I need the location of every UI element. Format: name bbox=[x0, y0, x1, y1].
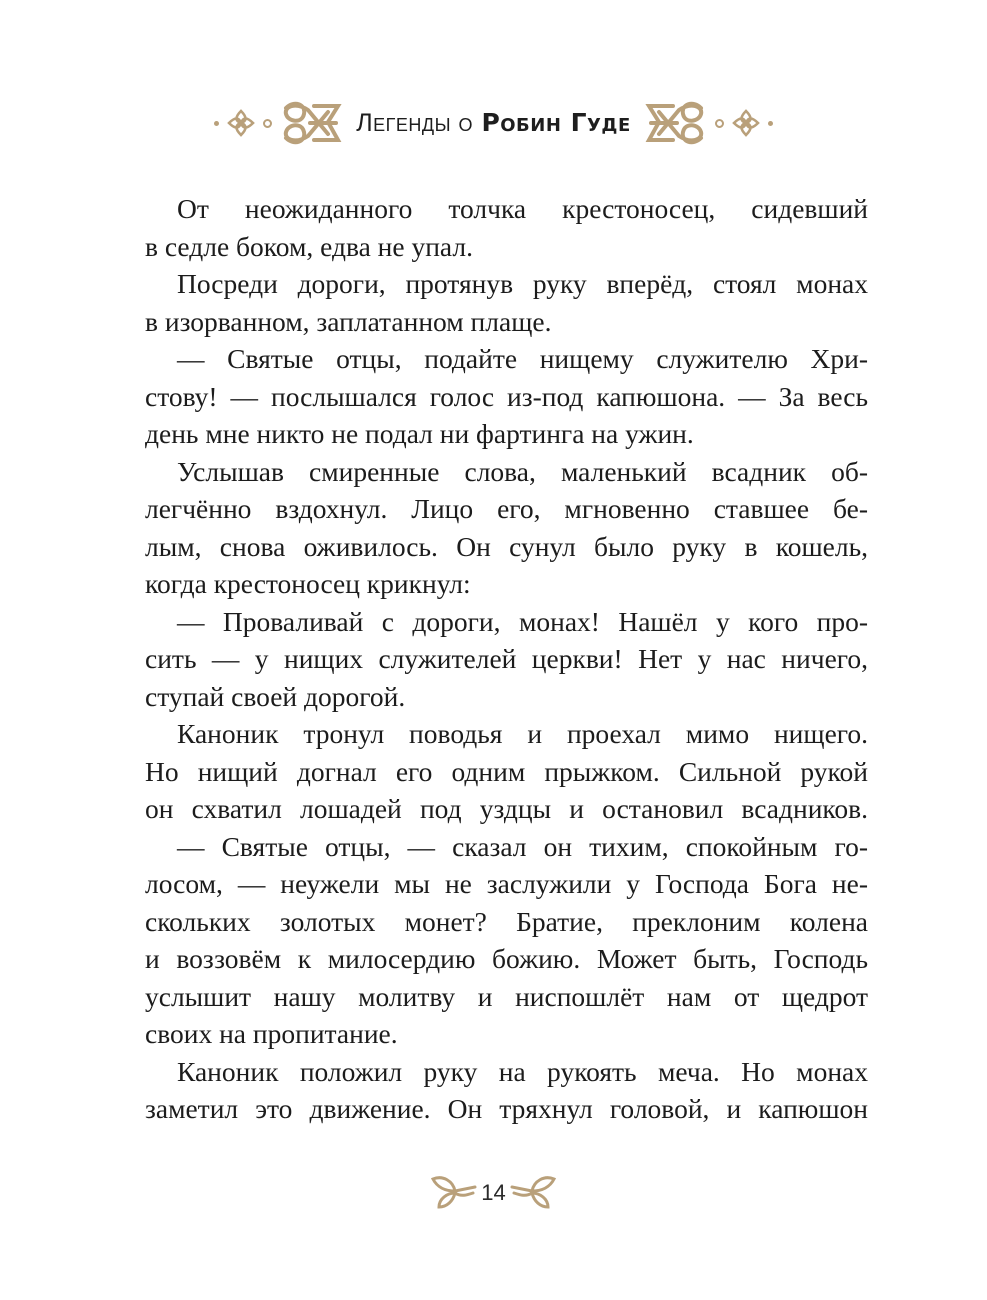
page-number: 14 bbox=[481, 1180, 506, 1205]
text-line: От неожиданного толчка крестоносец, сидевший bbox=[177, 193, 868, 224]
running-header bbox=[0, 98, 987, 148]
text-line: в изорванном, заплатанном плаще. bbox=[145, 305, 552, 337]
text-line: заметил это движение. Он тряхнул головой, и капюшон bbox=[145, 1093, 868, 1124]
paragraph bbox=[145, 190, 868, 265]
text-line: — Проваливай с дороги, монах! Нашёл у кого про- bbox=[177, 605, 868, 637]
paragraph bbox=[145, 453, 868, 603]
text-line: услышит нашу молитву и ниспошлёт нам от щедрот bbox=[145, 980, 868, 1012]
text-line: Услышав смиренные слова, маленький всадник об- bbox=[177, 455, 868, 487]
paragraph bbox=[145, 1053, 868, 1128]
book-title bbox=[356, 108, 631, 138]
book-title-name: Робин Гуде bbox=[481, 108, 631, 137]
paragraph bbox=[145, 265, 868, 340]
paragraph bbox=[145, 828, 868, 1053]
text-line: ступай своей дорогой. bbox=[145, 680, 406, 712]
text-line: в седле боком, едва не упал. bbox=[145, 230, 473, 262]
text-line: лым, снова оживилось. Он сунул было руку в кошель, bbox=[145, 530, 868, 562]
text-line: день мне никто не подал ни фартинга на ужин. bbox=[145, 418, 694, 449]
celtic-knot-left-icon bbox=[280, 100, 342, 146]
text-line: Посреди дороги, протянув руку вперёд, стоял монах bbox=[177, 268, 868, 299]
celtic-knot-right-icon bbox=[645, 100, 707, 146]
text-line: — Святые отцы, подайте нищему служителю Хри- bbox=[177, 343, 868, 374]
text-line: скольких золотых монет? Братие, преклоним колена bbox=[145, 905, 868, 937]
ring-ornament-icon bbox=[715, 119, 724, 128]
text-line: своих на пропитание. bbox=[145, 1018, 398, 1049]
text-line: — Святые отцы, — сказал он тихим, спокойным го- bbox=[177, 830, 868, 862]
text-line: легчённо вздохнул. Лицо его, мгновенно ставшее бе- bbox=[145, 493, 868, 524]
paragraph bbox=[145, 715, 868, 828]
text-line: Но нищий догнал его одним прыжком. Сильной рукой bbox=[145, 755, 868, 787]
page-footer bbox=[0, 1168, 987, 1218]
page-body-text bbox=[145, 190, 868, 1128]
dot-ornament-icon bbox=[214, 121, 219, 126]
text-line: он схватил лошадей под уздцы и остановил всадников. bbox=[145, 793, 868, 824]
celtic-cross-knot-icon bbox=[732, 109, 760, 137]
dot-ornament-icon bbox=[768, 121, 773, 126]
leaf-sprig-left-icon bbox=[429, 1173, 477, 1213]
leaf-sprig-right-icon bbox=[510, 1173, 558, 1213]
book-title-prefix: Легенды о bbox=[356, 109, 473, 137]
text-line: Каноник тронул поводья и проехал мимо нищего. bbox=[177, 718, 868, 749]
text-line: лосом, — неужели мы не заслужили у Господа Бога не- bbox=[145, 868, 868, 899]
ring-ornament-icon bbox=[263, 119, 272, 128]
text-line: и воззовём к милосердию божию. Может быть, Господь bbox=[145, 943, 868, 974]
paragraph bbox=[145, 603, 868, 716]
text-line: сить — у нищих служителей церкви! Нет у нас ничего, bbox=[145, 643, 868, 674]
text-line: когда крестоносец крикнул: bbox=[145, 568, 471, 599]
text-line: стову! — послышался голос из-под капюшона. — За весь bbox=[145, 380, 868, 412]
text-line: Каноник положил руку на рукоять меча. Но монах bbox=[177, 1055, 868, 1087]
paragraph bbox=[145, 340, 868, 453]
celtic-cross-knot-icon bbox=[227, 109, 255, 137]
